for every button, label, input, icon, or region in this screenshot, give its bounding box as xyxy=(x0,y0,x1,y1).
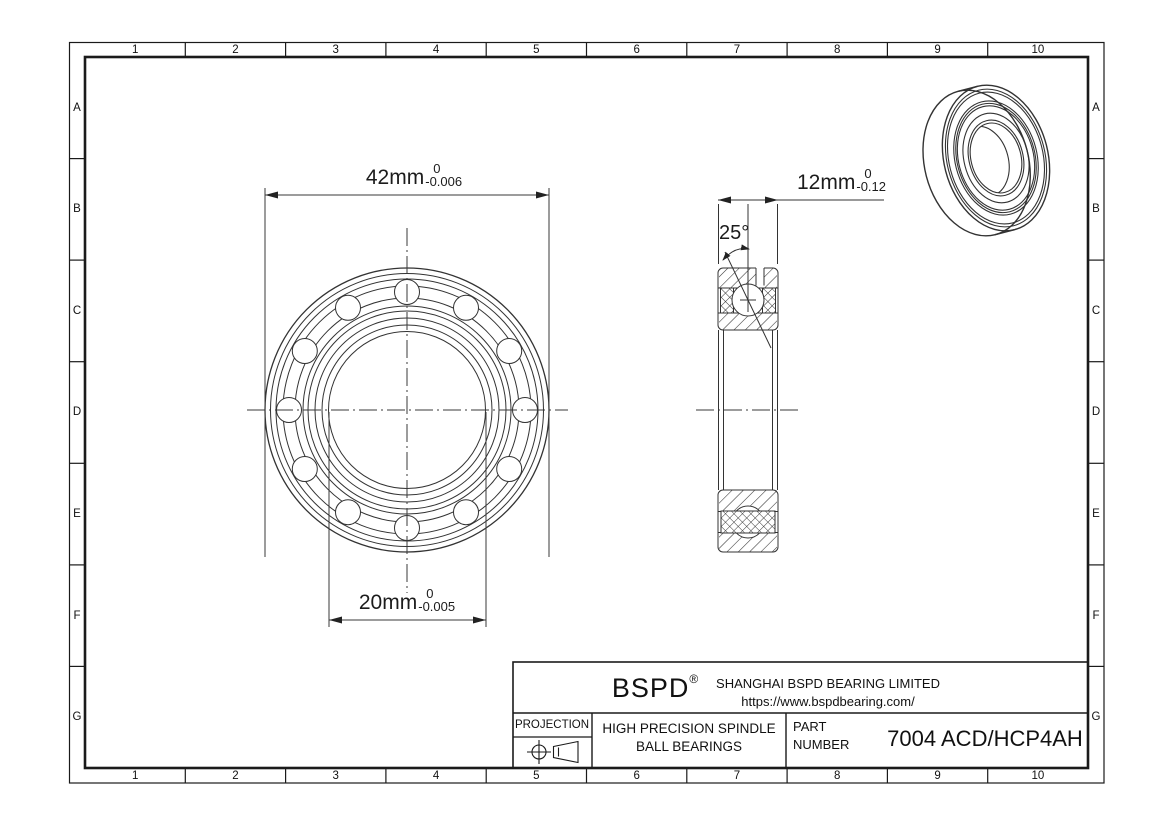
grid-col-top-4: 4 xyxy=(432,43,440,56)
grid-col-bottom-1: 1 xyxy=(131,769,139,782)
part-number-label-line2: NUMBER xyxy=(793,737,850,752)
grid-col-top-10: 10 xyxy=(1031,43,1045,56)
dim-width-tol-upper: 0 xyxy=(864,166,872,181)
grid-row-right-e: E xyxy=(1092,508,1100,521)
grid-row-right-d: D xyxy=(1091,406,1101,419)
grid-col-bottom-5: 5 xyxy=(533,769,540,782)
grid-row-left-d: D xyxy=(72,406,82,419)
grid-row-right-c: C xyxy=(1091,304,1101,317)
contact-angle-label: 25° xyxy=(719,222,750,244)
grid-col-top-8: 8 xyxy=(834,43,841,56)
section-view xyxy=(696,197,884,553)
projection-label: PROJECTION xyxy=(514,719,590,731)
front-view xyxy=(247,228,568,593)
dim-width-tolerance xyxy=(856,168,886,193)
registered-mark: ® xyxy=(689,672,699,686)
dim-width xyxy=(797,168,886,193)
company-logo xyxy=(612,672,698,704)
dim-width-value: 12mm xyxy=(797,171,856,194)
grid-col-top-9: 9 xyxy=(934,43,941,56)
sheet-frame xyxy=(70,43,1105,784)
grid-col-bottom-6: 6 xyxy=(633,769,640,782)
dim-outer-diameter xyxy=(366,163,462,188)
dim-outer-tolerance xyxy=(425,163,462,188)
grid-col-bottom-10: 10 xyxy=(1031,769,1045,782)
grid-row-left-e: E xyxy=(73,508,81,521)
grid-col-bottom-3: 3 xyxy=(332,769,339,782)
isometric-view xyxy=(908,73,1065,247)
dim-width-tol-lower: -0.12 xyxy=(856,178,886,194)
dim-bore-tol-lower: -0.005 xyxy=(418,598,456,614)
dim-outer-tol-upper: 0 xyxy=(433,161,441,176)
grid-col-top-1: 1 xyxy=(131,43,139,56)
dim-bore-value: 20mm xyxy=(358,591,418,614)
dim-bore-tol-upper: 0 xyxy=(426,586,434,601)
part-number-value: 7004 ACD/HCP4AH xyxy=(887,726,1083,751)
grid-col-bottom-4: 4 xyxy=(432,769,440,782)
grid-col-bottom-9: 9 xyxy=(934,769,941,782)
grid-col-top-6: 6 xyxy=(633,43,640,56)
grid-col-top-3: 3 xyxy=(332,43,339,56)
grid-row-left-g: G xyxy=(72,711,82,724)
grid-row-right-a: A xyxy=(1092,101,1100,114)
grid-col-top-2: 2 xyxy=(232,43,239,56)
grid-col-bottom-7: 7 xyxy=(733,769,741,782)
product-title-line1: HIGH PRECISION SPINDLE xyxy=(602,721,776,736)
projection-symbol xyxy=(527,740,578,764)
grid-row-right-b: B xyxy=(1092,203,1100,216)
logo-text: BSPD xyxy=(611,673,690,703)
grid-row-left-b: B xyxy=(73,203,81,216)
grid-col-bottom-2: 2 xyxy=(232,769,239,782)
grid-row-left-a: A xyxy=(73,101,81,114)
product-title-line2: BALL BEARINGS xyxy=(635,739,743,754)
dim-bore-tolerance xyxy=(418,588,455,613)
section-bottom-block xyxy=(718,490,778,552)
grid-ticks xyxy=(70,43,1105,784)
part-number-label-line1: PART xyxy=(793,719,827,734)
grid-col-top-7: 7 xyxy=(733,43,741,56)
grid-col-top-5: 5 xyxy=(533,43,540,56)
grid-row-right-g: G xyxy=(1091,711,1101,724)
dim-bore-diameter xyxy=(359,588,455,613)
grid-col-bottom-8: 8 xyxy=(834,769,841,782)
company-name: SHANGHAI BSPD BEARING LIMITED xyxy=(716,676,940,691)
dim-outer-value: 42mm xyxy=(365,166,425,189)
grid-row-left-f: F xyxy=(73,609,81,622)
grid-row-right-f: F xyxy=(1092,609,1100,622)
grid-row-left-c: C xyxy=(72,304,82,317)
dim-outer-tol-lower: -0.006 xyxy=(425,173,463,189)
company-website: https://www.bspdbearing.com/ xyxy=(741,694,915,709)
